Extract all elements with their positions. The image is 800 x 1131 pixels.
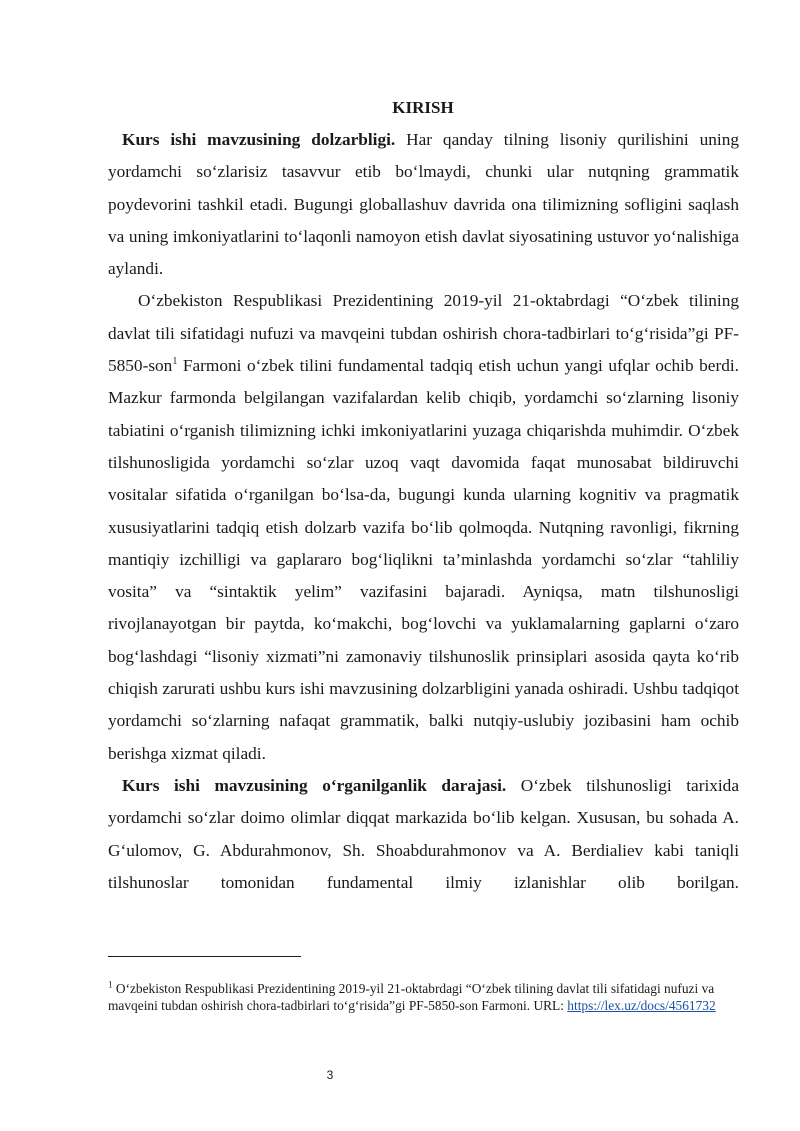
section-heading: KIRISH — [392, 98, 454, 117]
paragraph-decree — [108, 285, 739, 769]
footnote-divider — [108, 956, 301, 957]
paragraph-text-relevance: Har qanday tilning lisoniy qurilishini uning yordamchi so‘zlarisiz tasavvur etib bo‘lmaydi, chunki ular nutqning grammatik poydevorini tashkil etadi. Bugungi globallashuv davrida ona tilimizning sofligini saqlash va uning imkoniyatlarini to‘laqonli namoyon etish davlat siyosatining ustuvor yo‘nalishiga aylandi. — [108, 130, 739, 279]
paragraph-study-level — [108, 770, 739, 899]
paragraph-lead-relevance: Kurs ishi mavzusining dolzarbligi. — [122, 130, 396, 149]
paragraph-relevance — [108, 124, 739, 285]
footnote — [108, 980, 739, 1014]
footnote-text: O‘zbekiston Respublikasi Prezidentining 2019-yil 21-oktabrdagi “O‘zbek tilining davlat tili sifatidagi nufuzi va mavqeini tubdan oshirish chora-tadbirlari to‘g‘risida”gi PF-5850-son Farmoni. URL: — [108, 981, 715, 1013]
page-number: 3 — [326, 1068, 334, 1082]
footnote-link[interactable]: https://lex.uz/docs/4561732 — [567, 998, 716, 1013]
footnote-reference[interactable]: 1 — [172, 356, 178, 368]
footnote-mark: 1 — [108, 979, 113, 990]
paragraph-text-decree-after: Farmoni o‘zbek tilini fundamental tadqiq etish uchun yangi ufqlar ochib berdi. Mazkur farmonda belgilangan vazifalardan kelib chiqib, yordamchi so‘zlarning lisoniy tabiatini o‘rganish tilimizning ichki imkoniyatlarini yuzaga chiqarishda muhimdir. O‘zbek tilshunosligida yordamchi so‘zlar uzoq vaqt davomida faqat munosabat bildiruvchi vositalar sifatida o‘rganilgan bo‘lsa-da, bugungi kunda ularning kognitiv va pragmatik xususiyatlarini tadqiq etish dolzarb vazifa bo‘lib qolmoqda. Nutqning ravonligi, fikrning mantiqiy izchilligi va gaplararo bog‘liqlikni ta’minlashda yordamchi so‘zlar “tahliliy vosita” va “sintaktik yelim” vazifasini bajaradi. Ayniqsa, matn tilshunosligi rivojlanayotgan bir paytda, ko‘makchi, bog‘lovchi va yuklamalarning gaplarni o‘zaro bog‘lashdagi “lisoniy xizmati”ni zamonaviy tilshunoslik prinsiplari asosida qayta ko‘rib chiqish zarurati ushbu kurs ishi mavzusining dolzarbligini yanada oshiradi. Ushbu tadqiqot yordamchi so‘zlarning nafaqat grammatik, balki nutqiy-uslubiy jozibasini ham ochib berishga xizmat qiladi. — [108, 356, 739, 763]
paragraph-lead-study-level: Kurs ishi mavzusining o‘rganilganlik darajasi. — [122, 775, 507, 795]
paragraph-text-study-level: O‘zbek tilshunosligi tarixida yordamchi so‘zlar doimo olimlar diqqat markazida bo‘lib kelgan. Xususan, bu sohada A. G‘ulomov, G. Abdurahmonov, Sh. Shoabdurahmonov va A. Berdialiev kabi taniqli tilshunoslar tomonidan fundamental ilmiy izlanishlar olib borilgan. — [108, 775, 739, 892]
paragraph-text-decree-before: O‘zbekiston Respublikasi Prezidentining 2019-yil 21-oktabrdagi “O‘zbek tilining davlat tili sifatidagi nufuzi va mavqeini tubdan oshirish chora-tadbirlari to‘g‘risida”gi PF-5850-son — [108, 291, 739, 376]
body-text — [108, 124, 739, 899]
